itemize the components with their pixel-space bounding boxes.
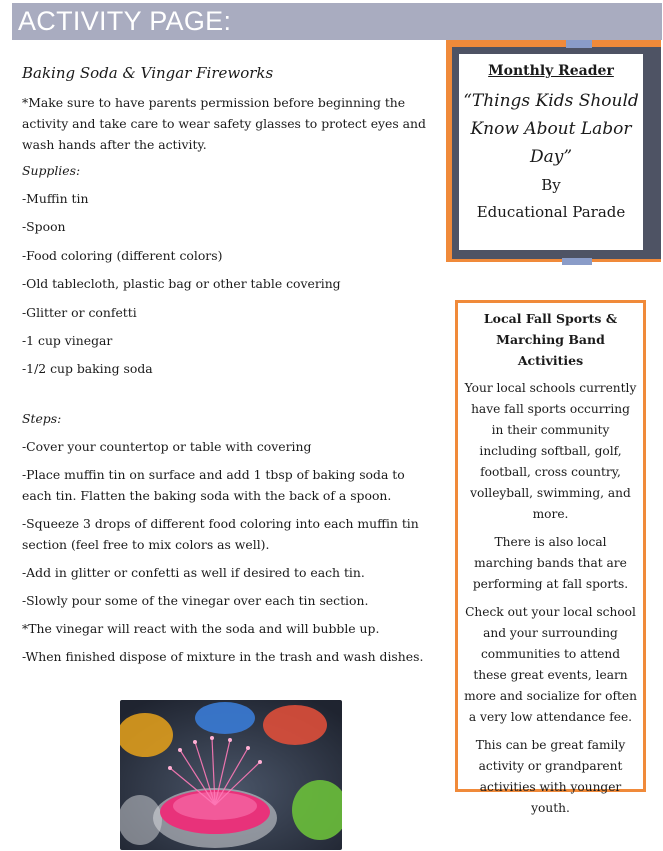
sports-paragraph: There is also local marching bands that are performing at fall sports.: [472, 535, 629, 591]
monthly-reader-box: [459, 54, 643, 250]
reader-by: By: [541, 176, 561, 194]
step-item: -Add in glitter or confetti as well if desired to each tin.: [22, 564, 365, 580]
reader-accent-top: [566, 40, 592, 48]
sports-box: [455, 300, 646, 815]
step-item: -Cover your countertop or table with covering: [22, 438, 312, 454]
reader-title: Monthly Reader: [488, 63, 614, 79]
fireworks-photo: [120, 700, 342, 850]
header-bar: [12, 3, 662, 40]
supply-item: -1 cup vinegar: [22, 332, 113, 348]
sports-paragraph: This can be great family activity or grandparent activities with younger youth.: [475, 738, 626, 815]
activity-section: [22, 64, 430, 674]
supply-item: -Glitter or confetti: [22, 304, 137, 320]
step-item: -Slowly pour some of the vinegar over each tin section.: [22, 592, 369, 608]
supply-item: -Spoon: [22, 219, 66, 235]
supplies-label: Supplies:: [22, 163, 81, 178]
steps-label: Steps:: [22, 410, 62, 426]
step-item: -Place muffin tin on surface and add 1 tbsp of baking soda to each tin. Flatten the baking soda with the back of a spoon.: [22, 466, 405, 503]
sports-title: Local Fall Sports & Marching Band Activities: [483, 311, 618, 368]
reader-accent-bottom: [562, 258, 592, 265]
activity-intro: *Make sure to have parents permission before beginning the activity and take care to wear safety glasses to protect eyes and wash hands after the activity.: [22, 95, 426, 152]
sports-paragraph: Your local schools currently have fall sports occurring in their community including softball, golf, football, cross country, volleyball, swimming, and more.: [464, 381, 637, 521]
reader-book-title: “Things Kids Should Know About Labor Day”: [463, 91, 639, 167]
supply-item: -Muffin tin: [22, 191, 89, 206]
sports-paragraph: Check out your local school and your surrounding communities to attend these great events, learn more and socialize for often a very low attendance fee.: [464, 605, 637, 724]
supply-item: -Old tablecloth, plastic bag or other table covering: [22, 276, 341, 292]
page-title: ACTIVITY PAGE:: [18, 6, 232, 36]
step-item: *The vinegar will react with the soda and will bubble up.: [22, 620, 380, 636]
supply-item: -Food coloring (different colors): [22, 247, 223, 263]
supply-item: -1/2 cup baking soda: [22, 361, 153, 377]
step-item: -Squeeze 3 drops of different food coloring into each muffin tin section (feel free to mix colors as well).: [22, 515, 419, 552]
step-item: -When finished dispose of mixture in the trash and wash dishes.: [22, 648, 424, 664]
reader-publisher: Educational Parade: [476, 203, 626, 221]
activity-title: Baking Soda & Vingar Fireworks: [22, 64, 274, 82]
